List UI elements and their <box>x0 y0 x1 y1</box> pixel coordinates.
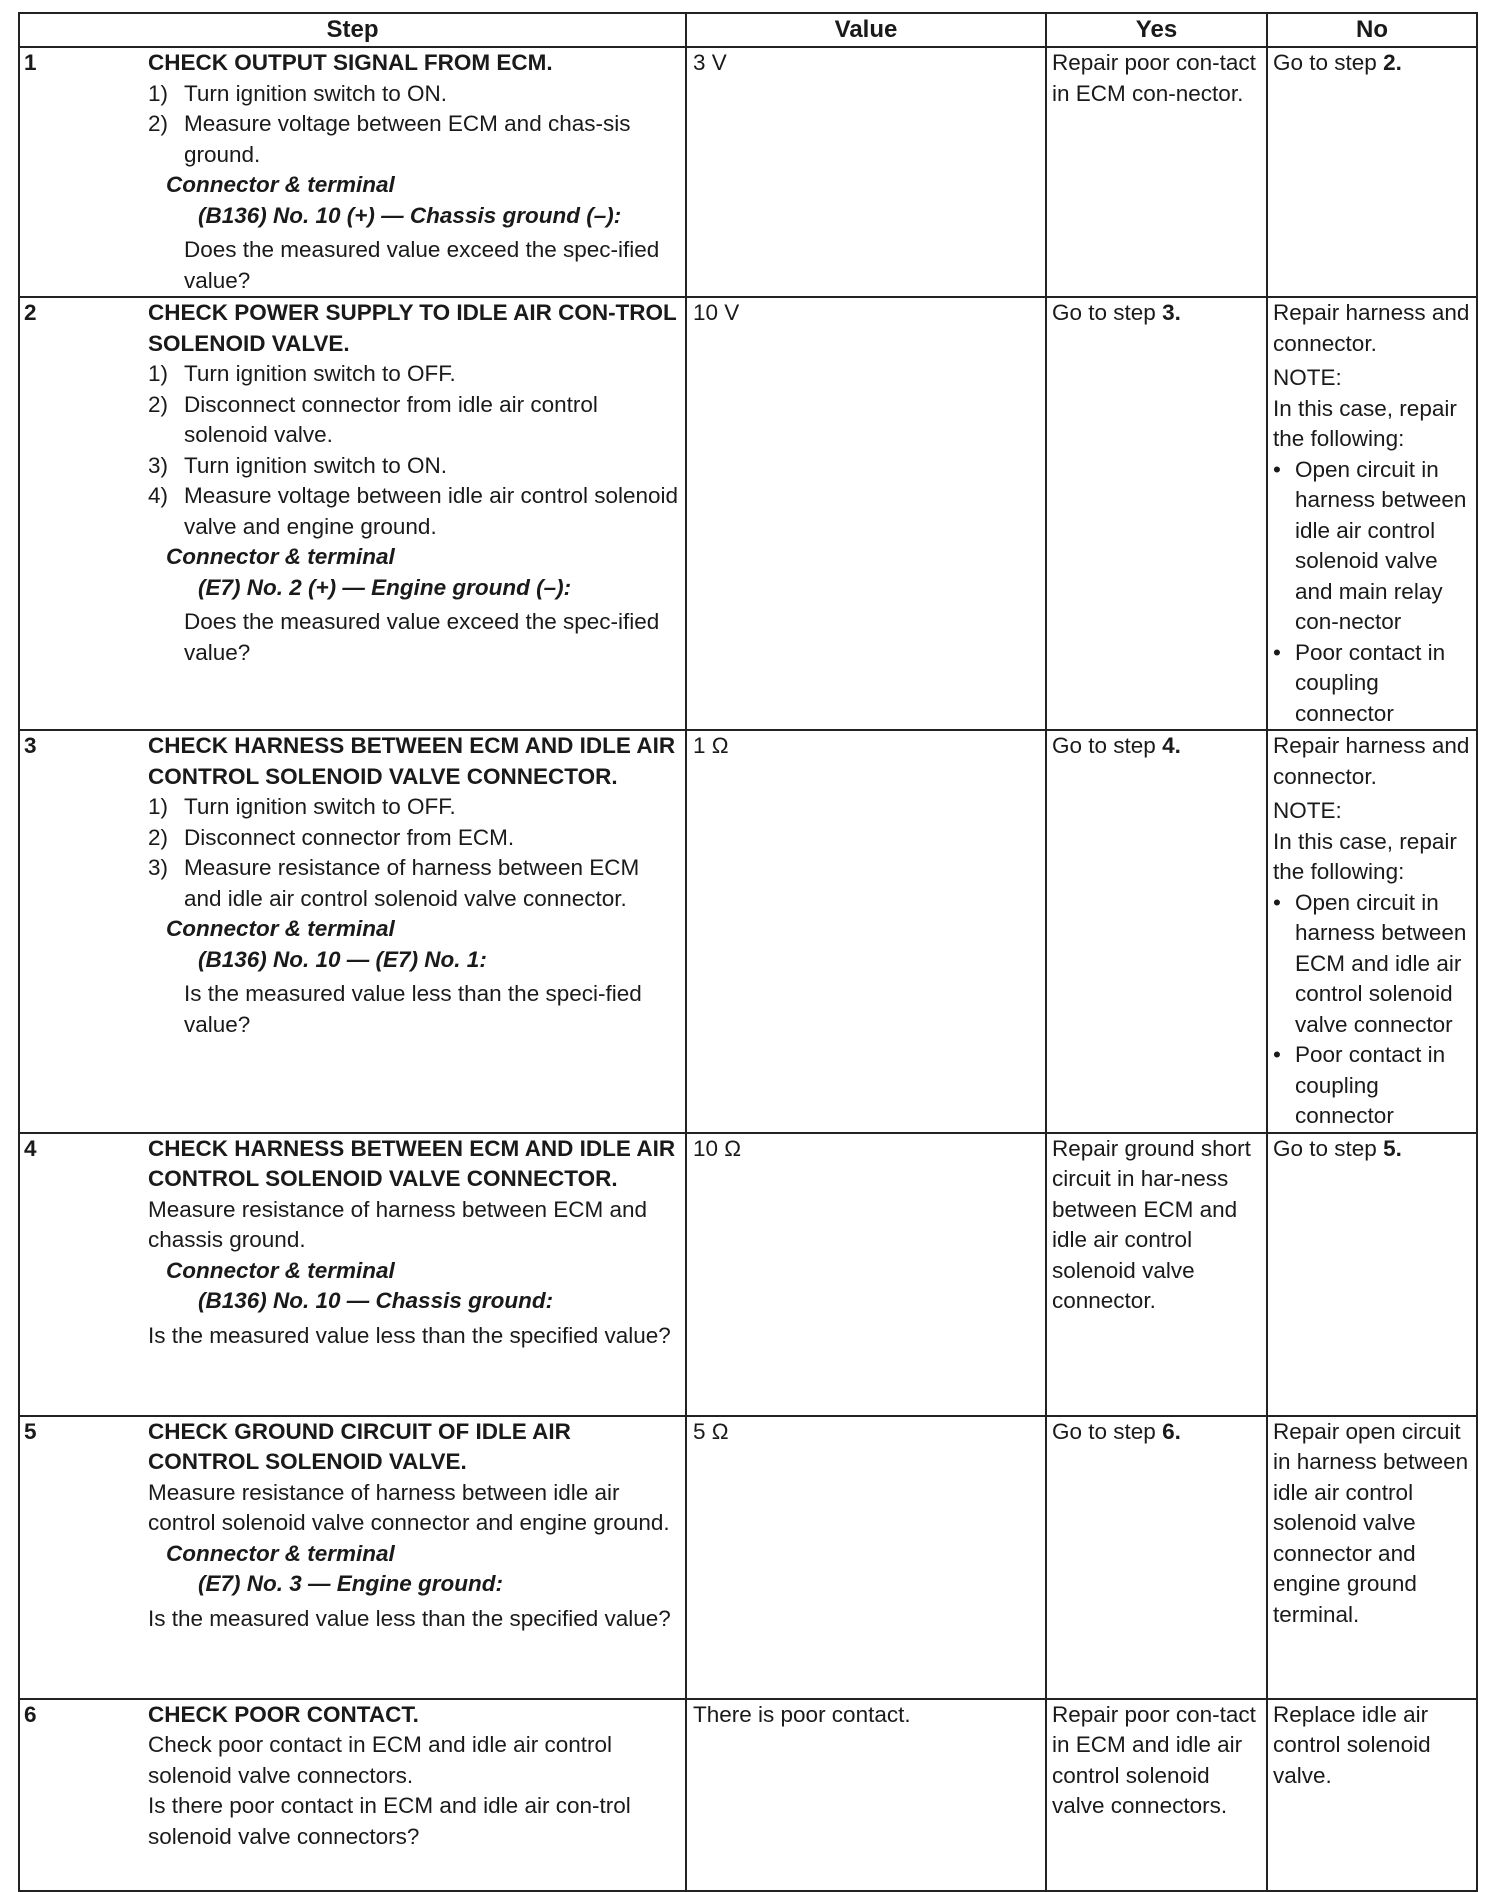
connector-terminal: (E7) No. 2 (+) — Engine ground (–): <box>198 574 572 600</box>
bullet-item: • Open circuit in harness between ECM and idle air control solenoid valve connector <box>1273 888 1473 1041</box>
step-question: Is the measured value less than the speci-fied value? <box>184 981 642 1037</box>
step-title: CHECK HARNESS BETWEEN ECM AND IDLE AIR CONTROL SOLENOID VALVE CONNECTOR. <box>148 1135 676 1191</box>
step-cell <box>19 1416 686 1699</box>
step-cell <box>19 730 686 1133</box>
step-text: Measure resistance of harness between ECM and chassis ground. <box>148 1196 648 1252</box>
connector-terminal: (B136) No. 10 — Chassis ground: <box>198 1288 554 1313</box>
table-row <box>19 297 1477 730</box>
step-cell <box>19 47 686 297</box>
step-question: Is the measured value less than the specified value? <box>148 1322 671 1348</box>
step-question: Does the measured value exceed the spec-ified value? <box>184 237 660 293</box>
no-cell <box>1267 297 1477 730</box>
step-title: CHECK POOR CONTACT. <box>148 1701 419 1727</box>
step-number: 3 <box>24 733 37 758</box>
yes-cell: Repair poor con-tact in ECM and idle air control solenoid valve connectors. <box>1046 1699 1267 1891</box>
step-number: 1 <box>24 50 37 75</box>
bullet-item: • Poor contact in coupling connector <box>1273 638 1473 730</box>
step-number: 5 <box>24 1418 37 1444</box>
header-row <box>19 13 1477 47</box>
step-text: Check poor contact in ECM and idle air control solenoid valve connectors. <box>148 1732 612 1788</box>
no-action: Repair harness and connector. <box>1273 733 1470 789</box>
table-row <box>19 47 1477 297</box>
step-title: CHECK OUTPUT SIGNAL FROM ECM. <box>148 50 553 75</box>
yes-cell: Go to step 6. <box>1046 1416 1267 1699</box>
header-step: Step <box>19 13 686 47</box>
list-item: 2) Disconnect connector from idle air control solenoid valve. <box>148 391 598 447</box>
value-cell: 1 Ω <box>686 730 1046 1133</box>
bullet-item: • Open circuit in harness between idle air control solenoid valve and main relay con-nector <box>1273 455 1473 638</box>
step-text: Measure resistance of harness between idle air control solenoid valve connector and engine ground. <box>148 1479 670 1535</box>
value-cell: 5 Ω <box>686 1416 1046 1699</box>
table-row <box>19 1416 1477 1699</box>
connector-label: Connector & terminal <box>166 544 395 569</box>
step-question: Does the measured value exceed the spec-ified value? <box>184 609 660 665</box>
connector-label: Connector & terminal <box>166 1540 395 1566</box>
bullet-icon: • <box>1273 889 1281 915</box>
bullet-icon: • <box>1273 639 1281 665</box>
diagnostic-table-page <box>18 12 1476 1892</box>
value-cell: There is poor contact. <box>686 1699 1046 1891</box>
note-label: NOTE: <box>1273 365 1342 390</box>
list-item: 2) Disconnect connector from ECM. <box>148 824 515 850</box>
value-cell: 10 Ω <box>686 1133 1046 1416</box>
connector-terminal: (B136) No. 10 (+) — Chassis ground (–): <box>198 202 622 228</box>
yes-cell: Go to step 3. <box>1046 297 1267 730</box>
no-cell <box>1267 730 1477 1133</box>
list-item: 2) Measure voltage between ECM and chas-sis ground. <box>148 111 631 167</box>
table-row <box>19 730 1477 1133</box>
no-cell: Go to step 5. <box>1267 1133 1477 1416</box>
header-yes: Yes <box>1046 13 1267 47</box>
list-item: 3) Turn ignition switch to ON. <box>148 452 448 478</box>
connector-label: Connector & terminal <box>166 916 395 941</box>
table-row <box>19 1133 1477 1416</box>
step-cell <box>19 1133 686 1416</box>
list-item: 4) Measure voltage between idle air control solenoid valve and engine ground. <box>148 483 679 539</box>
value-cell: 3 V <box>686 47 1046 297</box>
connector-terminal: (B136) No. 10 — (E7) No. 1: <box>198 946 487 972</box>
note-text: In this case, repair the following: <box>1273 395 1457 451</box>
header-no: No <box>1267 13 1477 47</box>
list-item: 1) Turn ignition switch to OFF. <box>148 361 456 386</box>
list-item: 1) Turn ignition switch to ON. <box>148 80 448 106</box>
step-cell <box>19 297 686 730</box>
note-text: In this case, repair the following: <box>1273 828 1457 884</box>
yes-cell: Repair poor con-tact in ECM con-nector. <box>1046 47 1267 297</box>
step-title: CHECK HARNESS BETWEEN ECM AND IDLE AIR CONTROL SOLENOID VALVE CONNECTOR. <box>148 733 676 789</box>
step-number: 6 <box>24 1701 37 1727</box>
connector-label: Connector & terminal <box>166 1257 395 1283</box>
yes-cell: Repair ground short circuit in har-ness between ECM and idle air control solenoid valve connector. <box>1046 1133 1267 1416</box>
value-cell: 10 V <box>686 297 1046 730</box>
bullet-icon: • <box>1273 456 1281 482</box>
step-title: CHECK GROUND CIRCUIT OF IDLE AIR CONTROL SOLENOID VALVE. <box>148 1418 571 1474</box>
step-title: CHECK POWER SUPPLY TO IDLE AIR CON-TROL SOLENOID VALVE. <box>148 300 677 356</box>
step-question: Is there poor contact in ECM and idle air con-trol solenoid valve connectors? <box>148 1793 631 1849</box>
step-number: 2 <box>24 300 37 325</box>
no-cell: Go to step 2. <box>1267 47 1477 297</box>
list-item: 1) Turn ignition switch to OFF. <box>148 794 456 819</box>
bullet-icon: • <box>1273 1042 1281 1067</box>
table-row <box>19 1699 1477 1891</box>
no-cell: Repair open circuit in harness between idle air control solenoid valve connector and engine ground terminal. <box>1267 1416 1477 1699</box>
no-action: Repair harness and connector. <box>1273 300 1470 356</box>
connector-terminal: (E7) No. 3 — Engine ground: <box>198 1571 503 1596</box>
note-label: NOTE: <box>1273 798 1342 823</box>
step-question: Is the measured value less than the specified value? <box>148 1605 671 1631</box>
yes-cell: Go to step 4. <box>1046 730 1267 1133</box>
list-item: 3) Measure resistance of harness between ECM and idle air control solenoid valve connector. <box>148 855 640 911</box>
connector-label: Connector & terminal <box>166 172 395 197</box>
header-value: Value <box>686 13 1046 47</box>
bullet-item: • Poor contact in coupling connector <box>1273 1040 1473 1132</box>
diagnostic-table <box>18 12 1478 1892</box>
step-cell <box>19 1699 686 1891</box>
no-cell: Replace idle air control solenoid valve. <box>1267 1699 1477 1891</box>
step-number: 4 <box>24 1135 37 1161</box>
